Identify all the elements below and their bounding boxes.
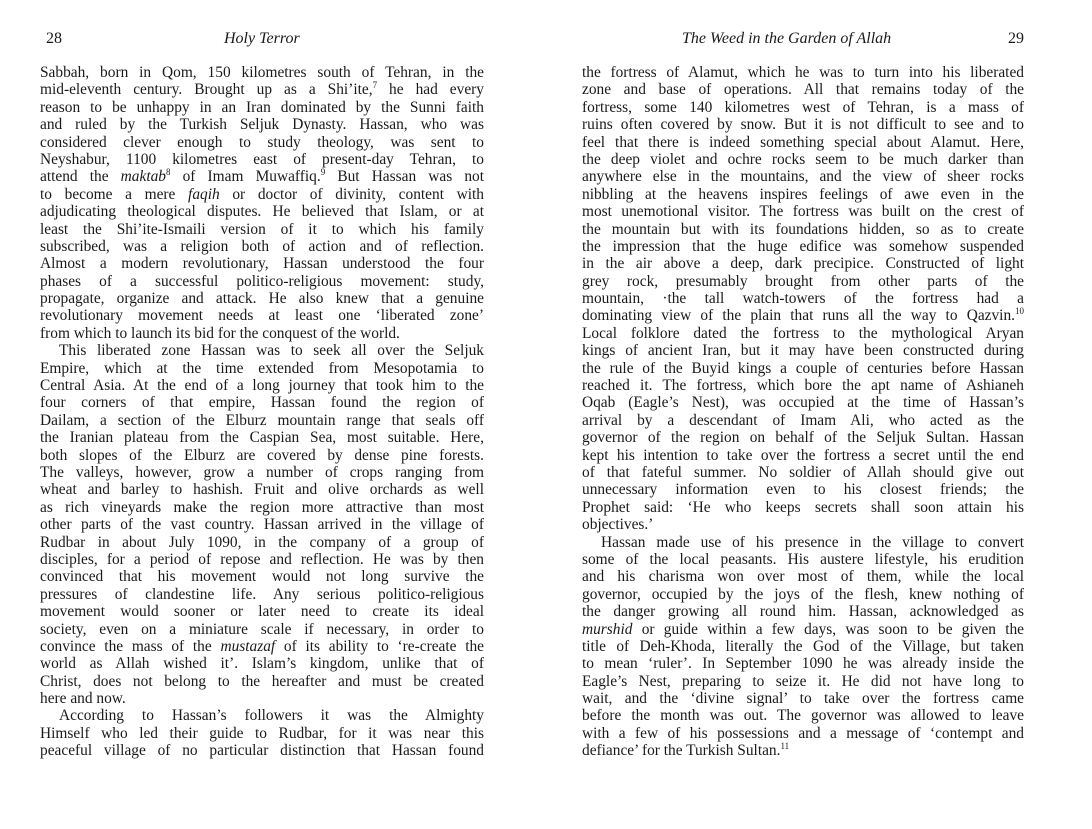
text-line: feel that there is indeed something special about Alamut. Here,: [582, 133, 1024, 151]
text-line: considered clever enough to study theology, was sent to: [40, 133, 484, 151]
text-line: reason to be unhappy in an Iran dominated by the Sunni faith: [40, 98, 484, 116]
text-line: wait, and the ‘divine signal’ to take over the fortress came: [582, 690, 1024, 708]
text-line: from which to launch its bid for the conquest of the world.: [40, 324, 400, 342]
text-line: four corners of that empire, Hassan found the region of: [40, 394, 484, 412]
text-line: pressures of clandestine life. Any serious politico-religious: [40, 585, 484, 603]
text-line: phases of a successful politico-religious movement: study,: [40, 272, 484, 290]
text-line: movement would sooner or later need to create its ideal: [40, 603, 484, 621]
text-line: and ruled by the Turkish Seljuk Dynasty. Hassan, who was: [40, 116, 484, 134]
text-line: the impression that the huge edifice was somehow suspended: [582, 237, 1024, 255]
text-line: other parts of the vast country. Hassan arrived in the village of: [40, 516, 484, 534]
text-line: propagate, organize and attack. He also knew that a genuine: [40, 290, 484, 308]
text-line: before the month was out. The governor was allowed to leave: [582, 707, 1024, 725]
text-line: anywhere else in the mountains, and the view of sheer rocks: [582, 168, 1024, 186]
text-line: Local folklore dated the fortress to the mythological Aryan: [582, 324, 1024, 342]
text-line: arrival by a descendant of Imam Ali, who acted as the: [582, 411, 1024, 429]
text-line: governor, occupied by the joys of the flesh, knew nothing of: [582, 585, 1024, 603]
text-line: unnecessary information even to his closest friends; the: [582, 481, 1024, 499]
left-page-header: [40, 30, 484, 52]
text-line: reached it. The fortress, which bore the apt name of Ashianeh: [582, 377, 1024, 395]
text-line: adjudicating theological disputes. He believed that Islam, or at: [40, 203, 484, 221]
text-line: convince the mass of the mustazaf of its ability to ‘re-create the: [40, 637, 485, 655]
right-running-title: The Weed in the Garden of Allah: [682, 30, 892, 47]
text-line: of that fateful summer. No soldier of Allah should give out: [582, 463, 1024, 481]
text-line: least the Shi’ite-Ismaili version of it to which his family: [40, 220, 484, 238]
right-page-header: [582, 30, 1024, 52]
text-line: Christ, does not belong to the hereafter and must be created: [40, 672, 484, 690]
text-line: both slopes of the Elburz are covered by dense pine forests.: [40, 446, 484, 464]
text-line: The valleys, however, grow a number of crops ranging from: [40, 463, 484, 481]
text-line: Neyshabur, 1100 kilometres east of present-day Tehran, to: [40, 150, 484, 168]
text-line: This liberated zone Hassan was to seek all over the Seljuk: [59, 342, 484, 360]
text-line: zone and base of operations. All that remains today of the: [582, 81, 1024, 99]
text-line: wheat and barley to hashish. Fruit and olive orchards as well: [40, 481, 484, 499]
text-line: to mean ‘ruler’. In September 1090 he was already inside the: [582, 655, 1024, 673]
text-line: and his charisma won over most of them, while the local: [582, 568, 1024, 586]
text-line: the Iranian plateau from the Caspian Sea, most suitable. Here,: [40, 429, 484, 447]
text-line: Rudbar in about July 1090, in the company of a group of: [40, 533, 484, 551]
text-line: peaceful village of no particular distinction that Hassan found: [40, 742, 484, 760]
text-line: in the air above a deep, dark precipice. Constructed of light: [582, 255, 1024, 273]
right-page: [582, 30, 1024, 760]
text-line: Central Asia. At the end of a long journey that took him to the: [40, 377, 484, 395]
text-line: mid-eleventh century. Brought up as a Shi’ite,$^7$ he had every: [40, 80, 484, 99]
text-line: Oqab (Eagle’s Nest), was occupied at the time of Hassan’s: [582, 394, 1024, 412]
left-page: [40, 30, 484, 760]
text-line: here and now.: [40, 690, 126, 708]
text-line: the fortress of Alamut, which he was to turn into his liberated: [582, 64, 1024, 81]
text-line: fortress, some 140 kilometres west of Tehran, is a mass of: [582, 98, 1024, 116]
text-line: as rich vineyards make the region more attractive than most: [40, 498, 484, 516]
text-line: disciples, for a period of repose and reflection. He was by then: [40, 550, 484, 568]
text-line: objectives.’: [582, 516, 654, 534]
text-line: most unemotional visitor. The fortress was built on the crest of: [582, 203, 1024, 221]
left-page-number: 28: [46, 30, 62, 47]
right-page-number: 29: [1008, 30, 1024, 47]
left-running-title: Holy Terror: [224, 30, 300, 47]
left-body-text: [40, 64, 484, 760]
text-line: Prophet said: ‘He who keeps secrets shall soon attain his: [582, 498, 1024, 516]
text-line: Dailam, a section of the Elburz mountain range that seals off: [40, 411, 484, 429]
text-line: Almost a modern revolutionary, Hassan understood the four: [40, 255, 484, 273]
text-line: murshid or guide within a few days, was soon to be given the: [582, 620, 1024, 638]
text-line: According to Hassan’s followers it was the Almighty: [59, 707, 484, 725]
text-line: title of Deh-Khoda, literally the God of the Village, but taken: [582, 637, 1024, 655]
text-line: mountain, ·the tall watch-towers of the fortress had a: [582, 290, 1024, 308]
text-line: dominating view of the plain that runs all the way to Qazvin.$^{10}$: [582, 306, 1024, 325]
text-line: subscribed, was a religion both of action and of reflection.: [40, 237, 484, 255]
text-line: Sabbah, born in Qom, 150 kilometres south of Tehran, in the: [40, 64, 484, 81]
text-line: kept his intention to take over the fortress a secret until the end: [582, 446, 1024, 464]
text-line: grey rock, presumably brought from other parts of the: [582, 272, 1024, 290]
text-line: the mountain but with its foundations hidden, so as to create: [582, 220, 1024, 238]
text-line: world as Allah wished it’. Islam’s kingdom, unlike that of: [40, 655, 484, 673]
text-line: ruins often covered by snow. But it is not difficult to see and to: [582, 116, 1024, 134]
text-line: defiance’ for the Turkish Sultan.$^{11}$: [582, 741, 790, 760]
text-line: nibbling at the heavens inspires feelings of awe even in the: [582, 185, 1024, 203]
text-line: with a few of his possessions and a message of ‘contempt and: [582, 724, 1024, 742]
text-line: kings of ancient Iran, but it may have been constructed during: [582, 342, 1024, 360]
text-line: some of the local peasants. His austere lifestyle, his erudition: [582, 550, 1024, 568]
text-line: Himself who led their guide to Rudbar, for it was near this: [40, 724, 484, 742]
text-line: the rule of the Buyid kings a couple of centuries before Hassan: [582, 359, 1024, 377]
text-line: Eagle’s Nest, preparing to seize it. He did not have long to: [582, 672, 1024, 690]
text-line: governor of the region on behalf of the Seljuk Sultan. Hassan: [582, 429, 1024, 447]
text-line: to become a mere faqih or doctor of divinity, content with: [40, 185, 484, 203]
right-body-text: [582, 64, 1024, 760]
text-line: the deep violet and ochre rocks seem to be much darker than: [582, 150, 1024, 168]
text-line: revolutionary movement needs at least one ‘liberated zone’: [40, 307, 484, 325]
text-line: attend the maktab$^8$ of Imam Muwaffiq.$^9$ But Hassan was not: [40, 167, 484, 186]
text-line: society, even on a miniature scale if necessary, in order to: [40, 620, 484, 638]
text-line: Hassan made use of his presence in the village to convert: [601, 533, 1024, 551]
text-line: Empire, which at the time extended from Mesopotamia to: [40, 359, 484, 377]
text-line: the danger growing all round him. Hassan, acknowledged as: [582, 603, 1024, 621]
text-line: convinced that his movement would not long survive the: [40, 568, 484, 586]
